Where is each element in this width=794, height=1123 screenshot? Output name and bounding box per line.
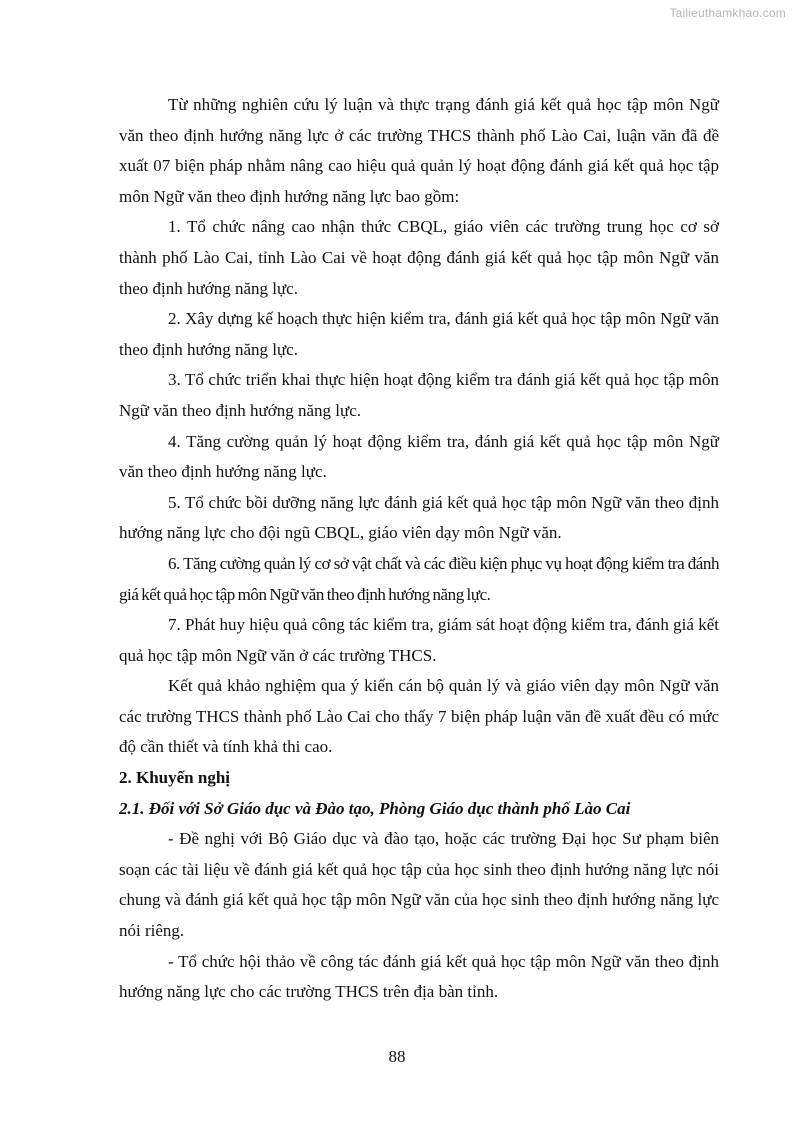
recommendation-item-2: - Tổ chức hội thảo về công tác đánh giá kết quả học tập môn Ngữ văn theo định hướng năng lực cho các trường THCS trên địa bàn tỉnh. bbox=[119, 951, 719, 1002]
page-number: 88 bbox=[388, 1047, 406, 1066]
section-heading: 2. Khuyến nghị bbox=[119, 768, 231, 788]
measure-item-3: 3. Tổ chức triển khai thực hiện hoạt động kiểm tra đánh giá kết quả học tập môn Ngữ văn theo định hướng năng lực. bbox=[119, 370, 719, 420]
conclusion-paragraph: Kết quả khảo nghiệm qua ý kiến cán bộ quản lý và giáo viên dạy môn Ngữ văn các trường THCS thành phố Lào Cai cho thấy 7 biện pháp luận văn đề xuất đều có mức độ cần thiết và tính khả thi cao. bbox=[119, 676, 719, 757]
measure-item-5: 5. Tổ chức bồi dưỡng năng lực đánh giá kết quả học tập môn Ngữ văn theo định hướng năng lực cho đội ngũ CBQL, giáo viên dạy môn Ngữ văn. bbox=[119, 492, 719, 543]
measure-item-2: 2. Xây dựng kế hoạch thực hiện kiểm tra, đánh giá kết quả học tập môn Ngữ văn theo định hướng năng lực. bbox=[119, 309, 719, 359]
watermark: Tailieuthamkhao.com bbox=[669, 6, 786, 20]
recommendation-item-1: - Đề nghị với Bộ Giáo dục và đào tạo, hoặc các trường Đại học Sư phạm biên soạn các tài liệu về đánh giá kết quả học tập của học sinh theo định hướng năng lực nói chung và đánh giá kết quả học tập môn Ngữ văn của học sinh theo định hướng năng lực nói riêng. bbox=[119, 829, 719, 941]
document-body bbox=[119, 90, 719, 1008]
measure-item-7: 7. Phát huy hiệu quả công tác kiểm tra, giám sát hoạt động kiểm tra, đánh giá kết quả học tập môn Ngữ văn ở các trường THCS. bbox=[119, 615, 719, 665]
intro-paragraph: Từ những nghiên cứu lý luận và thực trạng đánh giá kết quả học tập môn Ngữ văn theo định hướng năng lực ở các trường THCS thành phố Lào Cai, luận văn đã đề xuất 07 biện pháp nhằm nâng cao hiệu quả quản lý hoạt động đánh giá kết quả học tập môn Ngữ văn theo định hướng năng lực bao gồm: bbox=[119, 95, 719, 206]
measure-item-4: 4. Tăng cường quản lý hoạt động kiểm tra, đánh giá kết quả học tập môn Ngữ văn theo định hướng năng lực. bbox=[119, 431, 719, 482]
section-subheading: 2.1. Đối với Sở Giáo dục và Đào tạo, Phòng Giáo dục thành phố Lào Cai bbox=[119, 798, 631, 818]
measure-item-6: 6. Tăng cường quản lý cơ sở vật chất và các điều kiện phục vụ hoạt động kiểm tra đánh giá kết quả học tập môn Ngữ văn theo định hướng năng lực. bbox=[119, 553, 719, 604]
measure-item-1: 1. Tổ chức nâng cao nhận thức CBQL, giáo viên các trường trung học cơ sở thành phố Lào Cai, tỉnh Lào Cai về hoạt động đánh giá kết quả học tập môn Ngữ văn theo định hướng năng lực. bbox=[119, 217, 719, 298]
